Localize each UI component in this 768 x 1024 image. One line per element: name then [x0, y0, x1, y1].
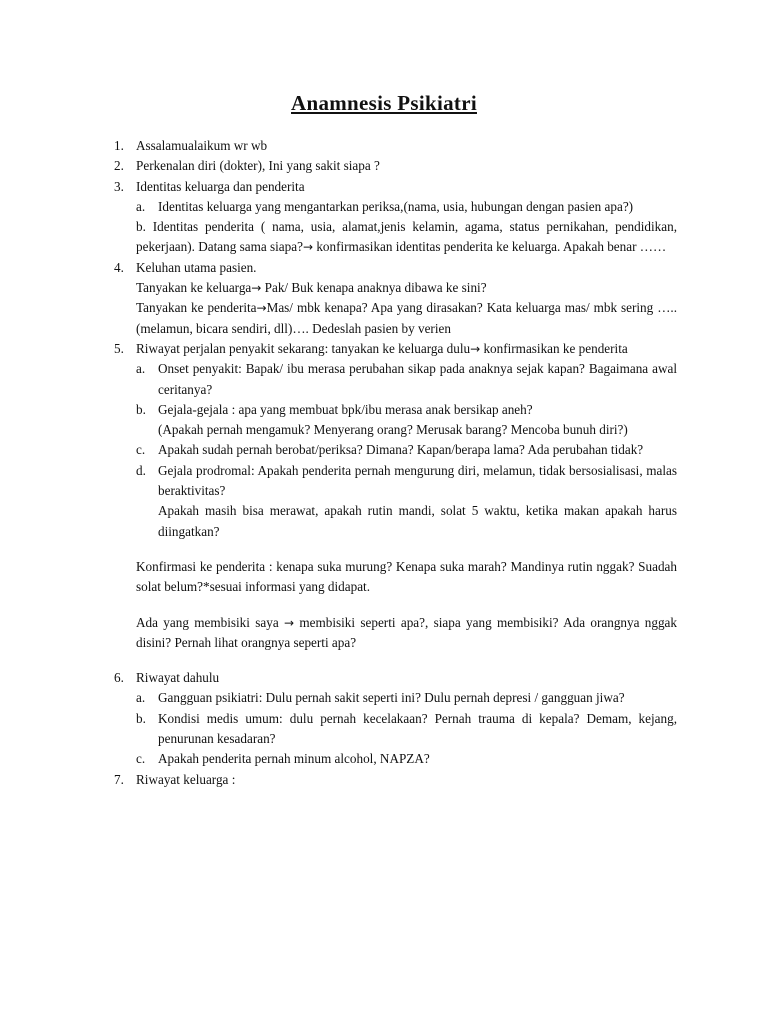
item-text: Identitas keluarga dan penderita	[136, 178, 305, 194]
subitem-text-2: (Apakah pernah mengamuk? Menyerang orang? Merusak barang? Mencoba bunuh diri?)	[158, 422, 628, 438]
line-text: Tanyakan ke penderita	[136, 300, 257, 316]
list-subitem-6a	[114, 688, 677, 708]
list-subitem-3a	[114, 197, 677, 217]
list-item-7	[114, 770, 677, 790]
list-item-2	[114, 156, 677, 176]
line-text: Tanyakan ke keluarga	[136, 280, 252, 296]
item-number: 1.	[114, 138, 124, 153]
paragraph-text: Ada yang membisiki saya	[136, 614, 284, 630]
item-4-line-2	[114, 298, 677, 339]
document-body	[114, 136, 677, 790]
subitem-text: Kondisi medis umum: dulu pernah kecelakaan? Pernah trauma di kepala? Demam, kejang, penurunan kesadaran?	[158, 710, 677, 747]
subitem-text-2: Apakah masih bisa merawat, apakah rutin mandi, solat 5 waktu, ketika makan apakah harus diingatkan?	[158, 503, 677, 539]
list-subitem-6c	[114, 749, 677, 769]
item-number: 3.	[114, 178, 124, 194]
arrow-icon: →	[302, 240, 314, 255]
list-subitem-5b	[114, 400, 677, 441]
list-item-1	[114, 136, 677, 156]
item-text: Assalamualaikum wr wb	[136, 138, 268, 153]
list-subitem-3b	[114, 217, 677, 258]
subitem-letter: b.	[136, 401, 146, 417]
item-number: 6.	[114, 670, 124, 686]
paragraph-text-cont: membisiki seperti apa?, siapa yang membisiki? Ada orangnya nggak disini? Pernah lihat orangnya seperti apa?	[136, 614, 678, 650]
list-subitem-5d	[114, 461, 677, 542]
page-title: Anamnesis Psikiatri	[291, 91, 477, 115]
list-item-4	[114, 258, 677, 278]
list-subitem-5c	[114, 440, 677, 460]
item-text-cont: konfirmasikan ke penderita	[480, 340, 628, 356]
list-subitem-5a	[114, 359, 677, 400]
subitem-letter: a.	[136, 690, 146, 706]
subitem-text: Gejala-gejala : apa yang membuat bpk/ibu merasa anak bersikap aneh?	[158, 401, 533, 417]
subitem-text: Apakah sudah pernah berobat/periksa? Dimana? Kapan/berapa lama? Ada perubahan tidak?	[158, 442, 644, 458]
item-text: Riwayat perjalan penyakit sekarang: tanyakan ke keluarga dulu	[136, 340, 471, 356]
arrow-icon: →	[470, 341, 481, 356]
arrow-icon: →	[256, 301, 267, 316]
list-item-5	[114, 339, 677, 359]
line-text-cont: Pak/ Buk kenapa anaknya dibawa ke sini?	[261, 280, 487, 296]
item-number: 2.	[114, 158, 124, 174]
bisikan-paragraph	[114, 613, 677, 654]
subitem-text: Apakah penderita pernah minum alcohol, NAPZA?	[158, 751, 430, 767]
arrow-icon: →	[251, 281, 262, 296]
arrow-icon: →	[284, 615, 295, 630]
subitem-text-cont: konfirmasikan identitas penderita ke keluarga. Apakah benar ……	[313, 239, 667, 255]
item-4-line-1	[114, 278, 677, 298]
subitem-letter: b.	[136, 710, 146, 726]
item-number: 5.	[114, 340, 124, 356]
subitem-text: Onset penyakit: Bapak/ ibu merasa perubahan sikap pada anaknya sejak kapan? Bagaimana awal ceritanya?	[158, 361, 677, 397]
item-text: Perkenalan diri (dokter), Ini yang sakit siapa ?	[136, 158, 380, 174]
list-item-6	[114, 668, 677, 688]
subitem-text: Identitas keluarga yang mengantarkan periksa,(nama, usia, hubungan dengan pasien apa?)	[158, 198, 634, 214]
list-subitem-6b	[114, 709, 677, 750]
item-text: Keluhan utama pasien.	[136, 259, 257, 275]
line-text-cont: Mas/ mbk kenapa? Apa yang dirasakan? Kata keluarga mas/ mbk sering …..(melamun, bicara sendiri, dll)…. Dedeslah pasien by verien	[136, 300, 678, 336]
item-text: Riwayat dahulu	[136, 670, 220, 686]
konfirmasi-paragraph: Konfirmasi ke penderita : kenapa suka murung? Kenapa suka marah? Mandinya rutin nggak? Suadah solat belum?*sesuai informasi yang didapat.	[136, 558, 677, 595]
subitem-text: Gangguan psikiatri: Dulu pernah sakit seperti ini? Dulu pernah depresi / gangguan jiwa?	[158, 690, 625, 706]
item-number: 4.	[114, 259, 124, 275]
subitem-letter: a.	[136, 361, 146, 377]
subitem-letter: c.	[136, 442, 146, 458]
list-item-3	[114, 177, 677, 197]
item-number: 7.	[114, 771, 124, 787]
subitem-text: b. Identitas penderita ( nama, usia, alamat,jenis kelamin, agama, status pernikahan, pendidikan, pekerjaan). Datang sama siapa?	[136, 219, 677, 255]
subitem-letter: d.	[136, 462, 146, 478]
subitem-letter: a.	[136, 198, 146, 214]
item-text: Riwayat keluarga :	[136, 771, 236, 787]
subitem-text: Gejala prodromal: Apakah penderita pernah mengurung diri, melamun, tidak bersosialisasi, malas beraktivitas?	[158, 462, 677, 499]
subitem-letter: c.	[136, 751, 146, 767]
